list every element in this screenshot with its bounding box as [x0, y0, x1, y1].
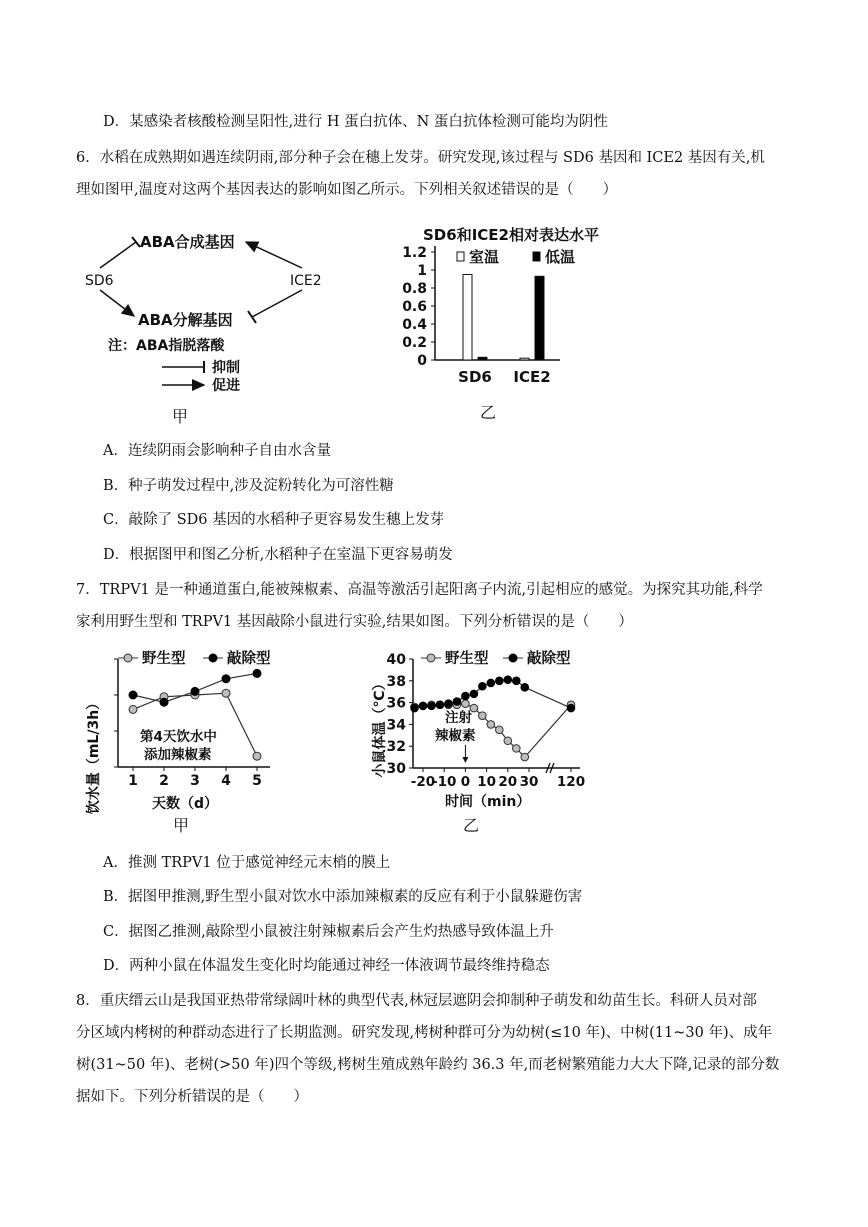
y-axis-label: 小鼠体温（℃） — [372, 676, 388, 778]
q8-stem-line4: 据如下。下列分析错误的是（ ） — [76, 1089, 308, 1105]
data-point-野生型 — [253, 752, 261, 760]
data-point-敲除型 — [567, 704, 575, 712]
y-tick-label: 40 — [386, 652, 406, 668]
y-tick-label: 0.8 — [402, 281, 427, 297]
node-ice2: ICE2 — [290, 273, 322, 289]
bar-低温 — [535, 276, 544, 360]
data-point-敲除型 — [436, 701, 444, 709]
y-axis-label: 饮水量（mL/3h） — [86, 695, 102, 815]
q6-option-d: D．根据图甲和图乙分析,水稻种子在室温下更容易萌发 — [103, 547, 453, 563]
x-axis-label: 时间（min） — [445, 794, 531, 810]
y-tick-label: 0.2 — [402, 335, 427, 351]
q6-option-b: B．种子萌发过程中,涉及淀粉转化为可溶性糖 — [103, 478, 394, 494]
promote-arrow-sd6-decomp — [100, 290, 134, 316]
legend-label: 室温 — [469, 248, 500, 266]
note-text: 注：ABA指脱落酸 — [108, 338, 225, 354]
annotation-line1: 第4天饮水中 — [140, 729, 217, 745]
bar-低温 — [478, 357, 487, 360]
y-tick-label: 1.2 — [402, 245, 427, 261]
promote-arrow-ice2-synth — [246, 242, 302, 268]
inhibit-bar — [132, 237, 140, 247]
data-point-敲除型 — [470, 690, 478, 698]
y-tick-label: 0.4 — [402, 317, 427, 333]
y-tick-label: 0 — [417, 353, 427, 369]
q6-option-a: A．连续阴雨会影响种子自由水含量 — [103, 443, 331, 459]
figure-caption-jia: 甲 — [173, 816, 190, 835]
inhibit-bar — [248, 311, 256, 323]
y-tick-label: 0.6 — [402, 299, 427, 315]
legend-label: 野生型 — [445, 651, 489, 667]
figure-caption-jia: 甲 — [172, 407, 189, 426]
q8-stem-line1: 8．重庆缙云山是我国亚热带常绿阔叶林的典型代表,林冠层遮阴会抑制种子萌发和幼苗生长。科研人员对部 — [76, 993, 757, 1009]
x-tick-label: 3 — [190, 773, 200, 789]
data-point-敲除型 — [512, 677, 520, 685]
data-point-敲除型 — [462, 692, 470, 700]
q7-option-c: C．据图乙推测,敲除型小鼠被注射辣椒素后会产生灼热感导致体温上升 — [103, 924, 554, 940]
legend-inhibit-label: 抑制 — [212, 360, 240, 376]
x-tick-label: 1 — [128, 773, 138, 789]
q7-stem-line1: 7．TRPV1 是一种通道蛋白,能被辣椒素、高温等激活引起阳离子内流,引起相应的感觉。为探究其功能,科学 — [76, 582, 763, 598]
data-point-敲除型 — [504, 676, 512, 684]
data-point-野生型 — [129, 705, 137, 713]
data-point-敲除型 — [453, 698, 461, 706]
inhibit-line-ice2-decomp — [252, 290, 302, 317]
node-aba-synth: ABA合成基因 — [140, 233, 235, 251]
legend-label: 敲除型 — [227, 651, 271, 667]
data-point-敲除型 — [419, 702, 427, 710]
q7-option-d: D．两种小鼠在体温发生变化时均能通过神经一体液调节最终维持稳态 — [103, 958, 550, 974]
y-tick-label: 36 — [386, 695, 406, 712]
legend-marker — [509, 654, 517, 662]
x-tick-label: 4 — [221, 773, 231, 789]
q5-option-d: D．某感染者核酸检测呈阳性,进行 H 蛋白抗体、N 蛋白抗体检测可能均为阴性 — [103, 114, 608, 130]
y-tick-label: 32 — [386, 739, 406, 756]
data-point-敲除型 — [253, 669, 261, 677]
y-tick-label: 1 — [417, 263, 427, 279]
data-point-敲除型 — [411, 704, 419, 712]
data-point-敲除型 — [191, 687, 199, 695]
data-point-野生型 — [496, 726, 504, 734]
legend-label: 敲除型 — [527, 651, 571, 667]
legend-marker — [427, 654, 435, 662]
data-point-野生型 — [504, 737, 512, 745]
q7-water-intake-chart — [78, 645, 288, 840]
q7-option-a: A．推测 TRPV1 位于感觉神经元末梢的膜上 — [103, 855, 391, 871]
data-point-敲除型 — [479, 682, 487, 690]
legend-label: 低温 — [545, 248, 576, 266]
x-tick-label: 10 — [477, 774, 496, 790]
data-point-野生型 — [521, 753, 529, 761]
data-point-敲除型 — [487, 679, 495, 687]
annotation-line1: 注射 — [445, 710, 472, 726]
data-point-野生型 — [462, 700, 470, 708]
q7-stem-line2: 家利用野生型和 TRPV1 基因敲除小鼠进行实验,结果如图。下列分析错误的是（ ） — [76, 614, 633, 630]
annotation-line2: 辣椒素 — [435, 728, 476, 744]
data-point-敲除型 — [445, 700, 453, 708]
x-tick-label: 2 — [159, 773, 169, 789]
data-point-敲除型 — [496, 677, 504, 685]
annotation-line2: 添加辣椒素 — [144, 747, 212, 763]
data-point-敲除型 — [521, 684, 529, 692]
data-point-敲除型 — [160, 698, 168, 706]
figure-caption-yi: 乙 — [480, 403, 497, 422]
x-tick-label: -20 — [410, 774, 436, 790]
node-aba-decomp: ABA分解基因 — [138, 311, 233, 329]
chart-title: SD6和ICE2相对表达水平 — [423, 226, 599, 244]
y-tick-label: 38 — [386, 673, 406, 690]
data-point-野生型 — [512, 745, 520, 753]
q6-stem-line1: 6．水稻在成熟期如遇连续阴雨,部分种子会在穗上发芽。研究发现,该过程与 SD6 基因和 ICE2 基因有关,机 — [76, 150, 765, 166]
data-point-敲除型 — [129, 691, 137, 699]
data-point-野生型 — [487, 721, 495, 729]
q6-figure-jia — [80, 222, 340, 432]
q8-stem-line3: 树(31~50 年)、老树(>50 年)四个等级,栲树生殖成熟年龄约 36.3 年,而老树繁殖能力大大下降,记录的部分数 — [76, 1057, 780, 1073]
q7-body-temp-chart — [365, 645, 615, 840]
data-point-野生型 — [479, 712, 487, 720]
x-tick-label: 30 — [519, 774, 539, 790]
y-tick-label: 34 — [386, 717, 406, 734]
x-tick-label: -10 — [432, 774, 457, 790]
figure-caption-yi: 乙 — [463, 816, 480, 835]
data-point-敲除型 — [222, 675, 230, 683]
legend-swatch-room — [457, 252, 464, 261]
x-axis-label: 天数（d） — [152, 796, 219, 812]
q8-stem-line2: 分区域内栲树的种群动态进行了长期监测。研究发现,栲树种群可分为幼树(≤10 年)、中树(11~30 年)、成年 — [76, 1025, 773, 1041]
injection-arrow-head — [462, 757, 468, 763]
legend-swatch-low — [533, 252, 540, 261]
x-tick-label: 120 — [556, 774, 586, 790]
x-tick-label: 5 — [252, 773, 262, 789]
bar-室温 — [463, 275, 472, 361]
legend-label: 野生型 — [142, 651, 186, 667]
x-tick-label: ICE2 — [513, 368, 551, 386]
legend-marker — [124, 654, 132, 662]
x-tick-label: 20 — [498, 774, 518, 790]
legend-marker — [209, 654, 217, 662]
bar-室温 — [520, 358, 529, 360]
x-tick-label: 0 — [460, 774, 471, 790]
q7-option-b: B．据图甲推测,野生型小鼠对饮水中添加辣椒素的反应有利于小鼠躲避伤害 — [103, 889, 583, 905]
node-sd6: SD6 — [85, 273, 114, 289]
q6-bar-chart — [385, 222, 685, 427]
q6-option-c: C．敲除了 SD6 基因的水稻种子更容易发生穗上发芽 — [103, 512, 445, 528]
inhibit-line-sd6-synth — [100, 242, 136, 268]
legend-promote-label: 促进 — [212, 378, 240, 394]
data-point-敲除型 — [428, 702, 436, 710]
y-tick-label: 30 — [386, 761, 406, 777]
x-tick-label: SD6 — [458, 368, 492, 386]
data-point-野生型 — [222, 689, 230, 697]
q6-stem-line2: 理如图甲,温度对这两个基因表达的影响如图乙所示。下列相关叙述错误的是（ ） — [76, 182, 618, 198]
